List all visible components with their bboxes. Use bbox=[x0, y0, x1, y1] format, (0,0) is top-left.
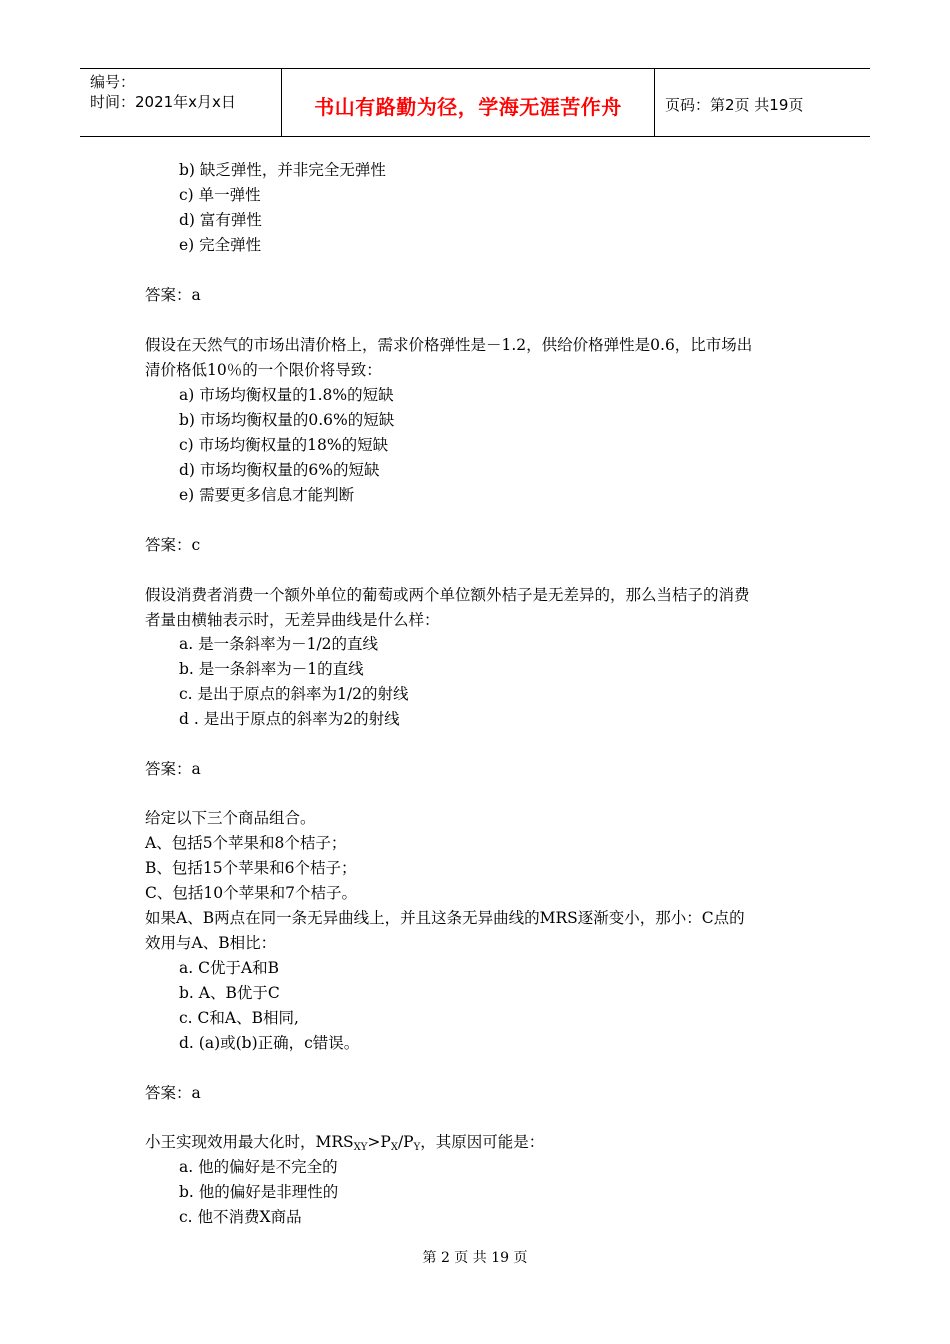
q4-stem: 如果A、B两点在同一条无异曲线上，并且这条无异曲线的MRS逐渐变小，那小：C点的 bbox=[145, 909, 745, 927]
q2-option: e) 需要更多信息才能判断 bbox=[179, 486, 355, 504]
q4-answer: 答案：a bbox=[145, 1084, 201, 1102]
q4-option: b. A、B优于C bbox=[179, 984, 280, 1002]
q4-option: a. C优于A和B bbox=[179, 959, 280, 977]
page-header bbox=[80, 68, 870, 137]
q5-stem-text: /P bbox=[397, 1133, 414, 1151]
q2-option: c) 市场均衡权量的18%的短缺 bbox=[179, 436, 389, 454]
q1-option: e) 完全弹性 bbox=[179, 236, 262, 254]
q5-subscript: Y bbox=[413, 1142, 421, 1153]
q4-stem: 效用与A、B相比： bbox=[145, 934, 277, 952]
header-page-number: 页码：第2页 共19页 bbox=[665, 96, 804, 114]
q3-option: a. 是一条斜率为－1/2的直线 bbox=[179, 635, 379, 653]
document-id-label: 编号： bbox=[90, 73, 136, 91]
q4-option: d. (a)或(b)正确，c错误。 bbox=[179, 1034, 360, 1052]
q3-option: c. 是出于原点的斜率为1/2的射线 bbox=[179, 685, 409, 703]
q4-stem: B、包括15个苹果和6个桔子； bbox=[145, 859, 357, 877]
q4-stem: C、包括10个苹果和7个桔子。 bbox=[145, 884, 357, 902]
q5-stem-text: ，其原因可能是： bbox=[420, 1133, 545, 1151]
q3-answer: 答案：a bbox=[145, 760, 201, 778]
q2-stem: 假设在天然气的市场出清价格上，需求价格弹性是－1.2，供给价格弹性是0.6，比市场出 bbox=[145, 336, 753, 354]
q4-stem: A、包括5个苹果和8个桔子； bbox=[145, 834, 347, 852]
q1-answer: 答案：a bbox=[145, 286, 201, 304]
q2-answer: 答案：c bbox=[145, 536, 201, 554]
header-page-cell bbox=[655, 69, 870, 136]
q5-subscript: X bbox=[390, 1142, 398, 1153]
q5-option: c. 他不消费X商品 bbox=[179, 1208, 302, 1226]
q1-option: c) 单一弹性 bbox=[179, 186, 261, 204]
q5-option: a. 他的偏好是不完全的 bbox=[179, 1158, 338, 1176]
page-footer: 第 2 页 共 19 页 bbox=[422, 1250, 528, 1266]
q5-stem bbox=[145, 1132, 544, 1152]
header-motto-cell bbox=[282, 69, 655, 136]
q5-subscript: XY bbox=[353, 1142, 368, 1153]
q1-option: b) 缺乏弹性，并非完全无弹性 bbox=[179, 161, 386, 179]
q3-stem: 者量由横轴表示时，无差异曲线是什么样： bbox=[145, 611, 440, 629]
date-label: 时间：2021年x月x日 bbox=[90, 93, 236, 111]
header-meta-cell bbox=[80, 69, 282, 136]
q2-option: d) 市场均衡权量的6%的短缺 bbox=[179, 461, 380, 479]
q3-option: d . 是出于原点的斜率为2的射线 bbox=[179, 710, 400, 728]
q4-stem: 给定以下三个商品组合。 bbox=[145, 809, 316, 827]
q5-stem-text: 小王实现效用最大化时，MRS bbox=[145, 1133, 354, 1151]
q1-option: d) 富有弹性 bbox=[179, 211, 262, 229]
q2-stem: 清价格低10％的一个限价将导致： bbox=[145, 361, 382, 379]
q3-option: b. 是一条斜率为－1的直线 bbox=[179, 660, 364, 678]
q2-option: a) 市场均衡权量的1.8%的短缺 bbox=[179, 386, 394, 404]
q3-stem: 假设消费者消费一个额外单位的葡萄或两个单位额外桔子是无差异的，那么当桔子的消费 bbox=[145, 586, 750, 604]
q5-stem-text: >P bbox=[367, 1133, 391, 1151]
q4-option: c. C和A、B相同, bbox=[179, 1009, 299, 1027]
q2-option: b) 市场均衡权量的0.6%的短缺 bbox=[179, 411, 395, 429]
q5-option: b. 他的偏好是非理性的 bbox=[179, 1183, 339, 1201]
header-motto: 书山有路勤为径，学海无涯苦作舟 bbox=[314, 95, 622, 119]
